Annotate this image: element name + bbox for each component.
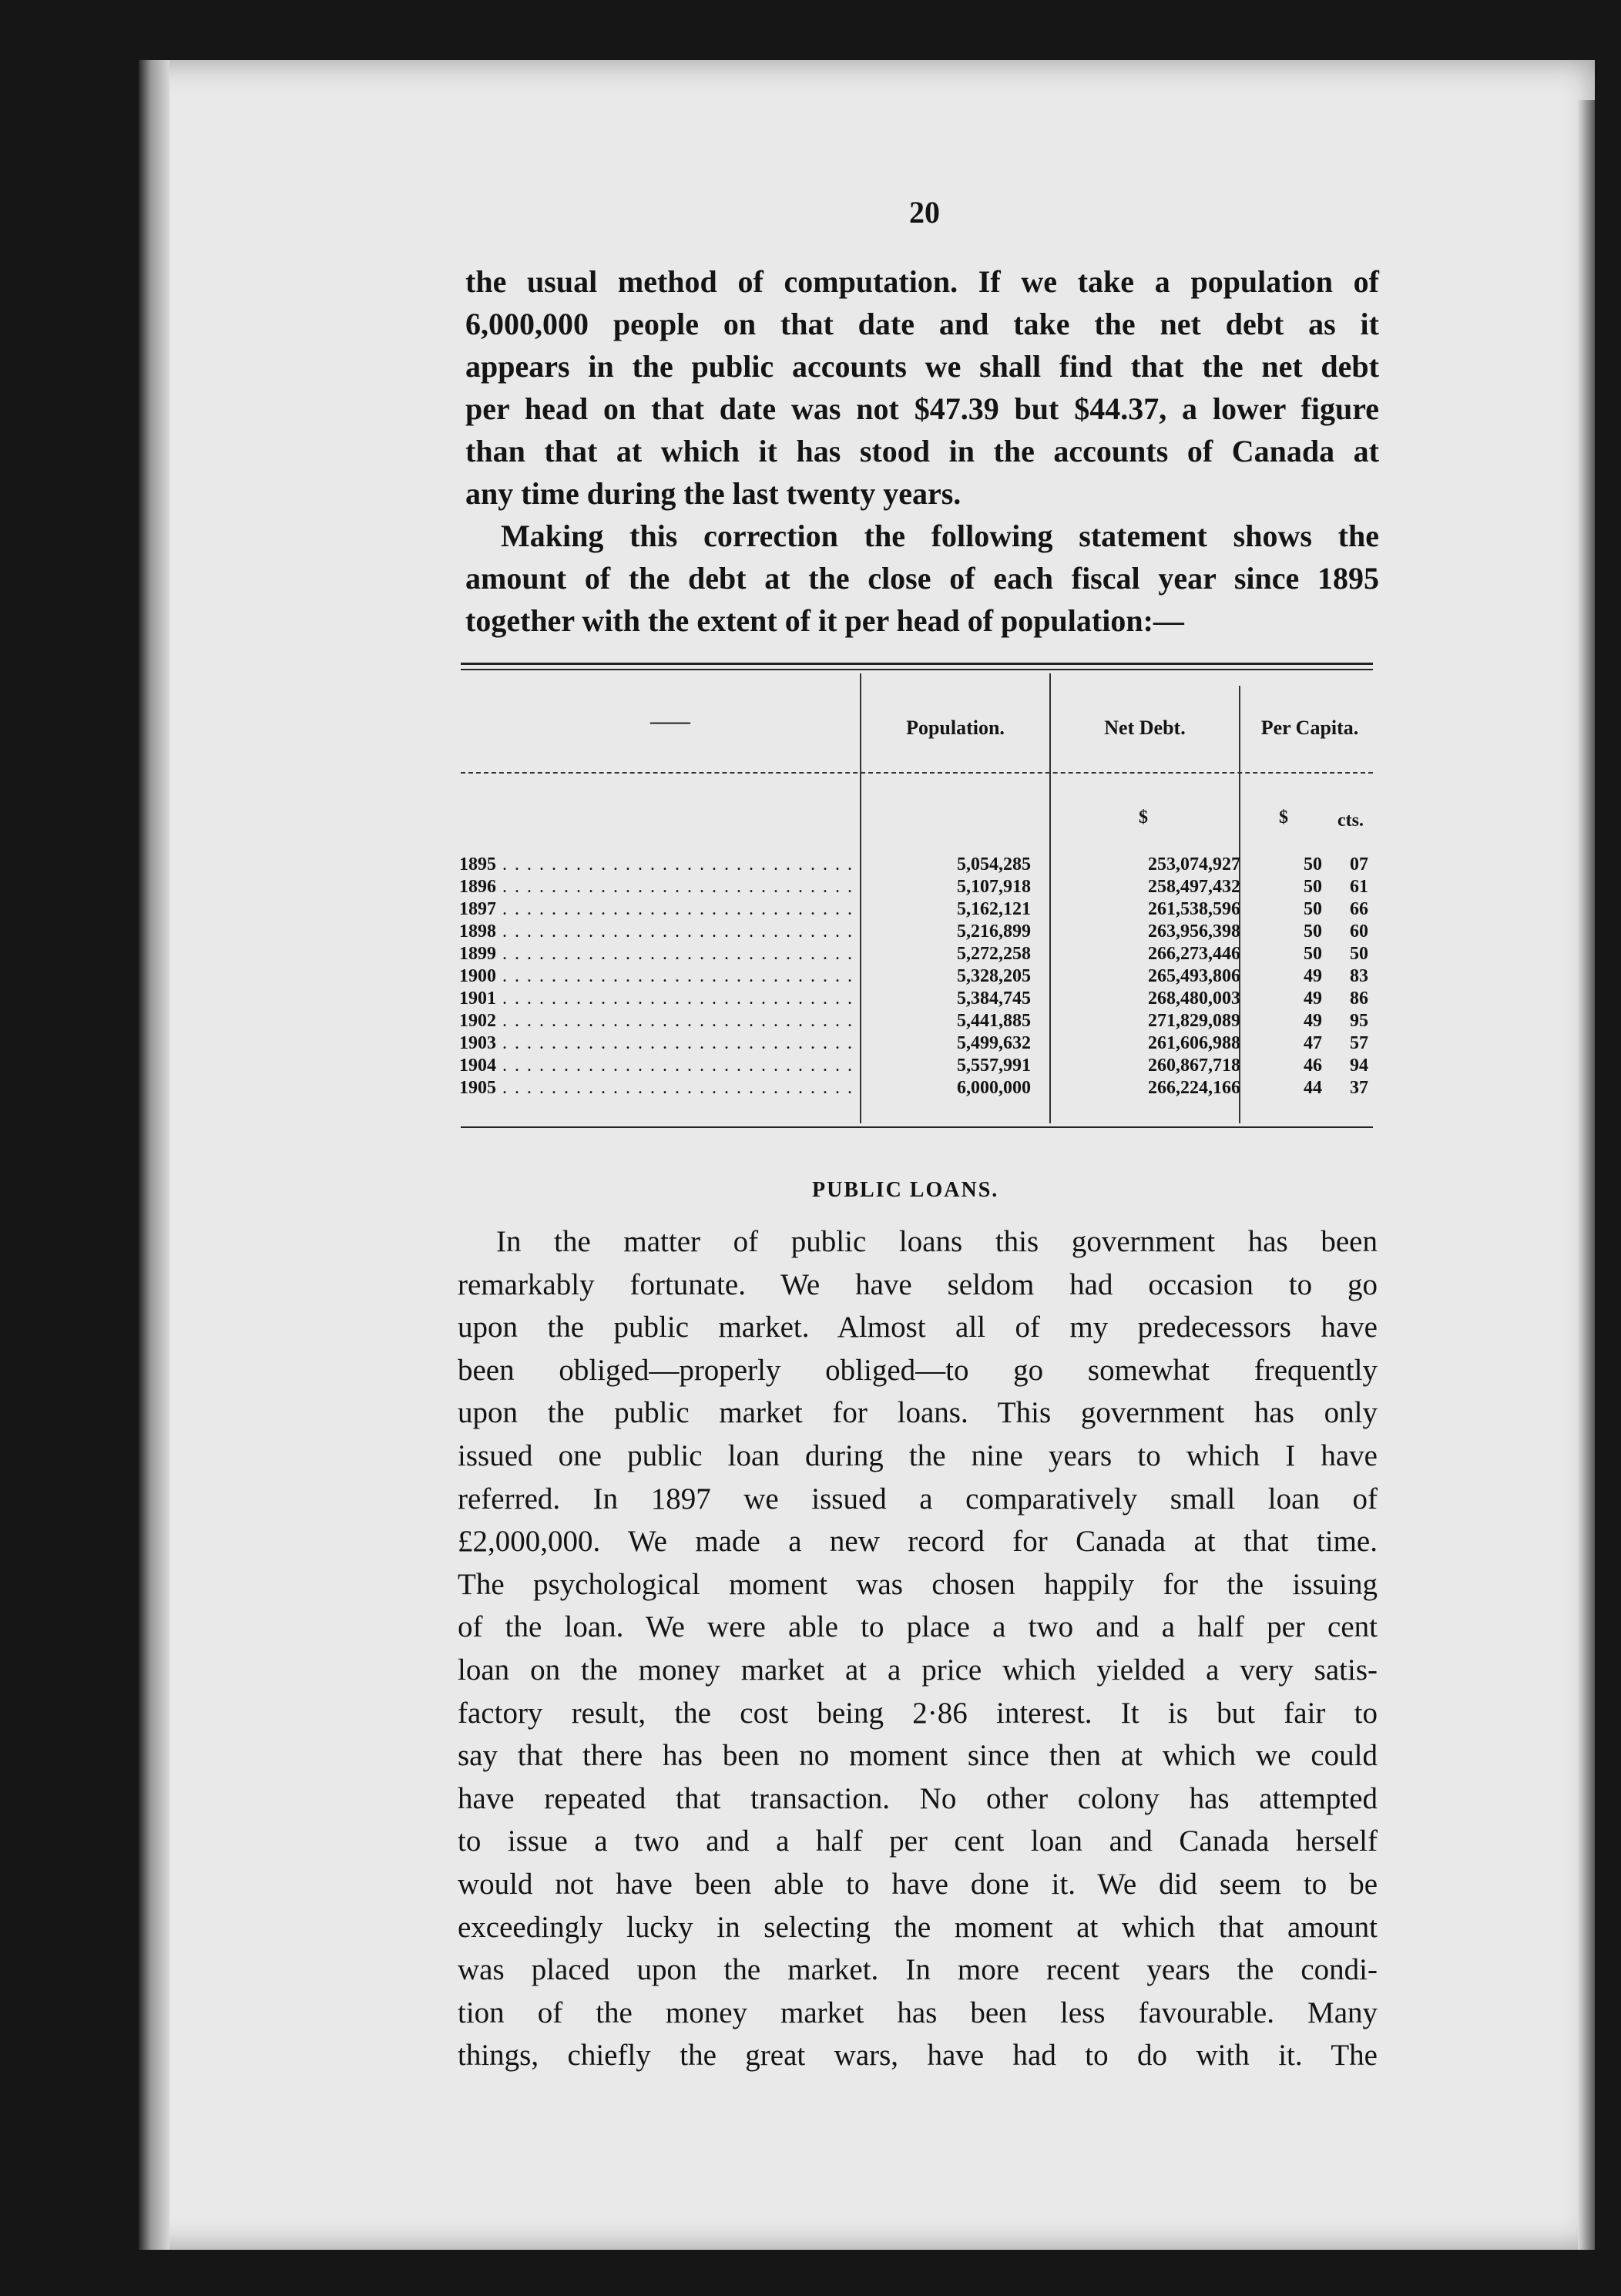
row-year: 1897 . . . (459, 898, 860, 921)
table-row (459, 876, 1381, 898)
table-row (459, 921, 1381, 943)
table-row (459, 988, 1381, 1010)
row-per-capita-dollars: 46 (1304, 1056, 1322, 1076)
row-net-debt: 265,493,806 (1148, 966, 1240, 986)
text-line: been obliged—properly obliged—to go somewhat frequently (458, 1353, 1378, 1387)
row-net-debt: 260,867,718 (1148, 1056, 1240, 1076)
row-per-capita-dollars: 44 (1304, 1078, 1322, 1098)
text-line: 6,000,000 people on that date and take the net debt as it (465, 307, 1379, 341)
text-line: appears in the public accounts we shall find that the net debt (465, 349, 1379, 384)
unit-per-capita-dollars: $ (1279, 807, 1288, 827)
row-net-debt: 263,956,398 (1148, 921, 1240, 942)
text-line: of the loan. We were able to place a two and a half per cent (458, 1610, 1378, 1644)
header-per-capita: Per Capita. (1260, 717, 1359, 739)
text-line: than that at which it has stood in the accounts of Canada at (465, 434, 1379, 468)
row-population: 5,216,899 (957, 921, 1031, 942)
text-line: say that there has been no moment since then at which we could (458, 1739, 1378, 1773)
row-population: 5,054,285 (957, 854, 1031, 874)
table-row (459, 1032, 1381, 1055)
text-line: was placed upon the market. In more recent years the condi- (458, 1953, 1378, 1987)
row-year: 1900 . . . (459, 965, 860, 988)
text-line: £2,000,000. We made a new record for Canada at that time. (458, 1525, 1378, 1559)
public-loans-paragraph (458, 1220, 1378, 2077)
row-population: 5,557,991 (957, 1056, 1031, 1076)
text-line: In the matter of public loans this government has been (496, 1225, 1378, 1258)
row-net-debt: 266,273,446 (1148, 944, 1240, 964)
text-line: loan on the money market at a price which yielded a very satis- (458, 1653, 1378, 1687)
table-row (459, 943, 1381, 965)
row-net-debt: 271,829,089 (1148, 1011, 1240, 1031)
row-per-capita-cents: 37 (1350, 1078, 1368, 1098)
text-line: issued one public loan during the nine years to which I have (458, 1438, 1378, 1472)
row-per-capita-cents: 57 (1350, 1033, 1368, 1053)
row-population: 6,000,000 (957, 1078, 1031, 1098)
row-per-capita-dollars: 50 (1304, 921, 1322, 942)
row-year: 1902 . . . (459, 1010, 860, 1032)
text-line: any time during the last twenty years. (465, 476, 962, 511)
intro-paragraph (465, 260, 1379, 515)
page-right-edge (1578, 100, 1595, 2250)
row-per-capita-cents: 61 (1350, 877, 1368, 897)
row-year: 1904 . . . (459, 1055, 860, 1077)
row-net-debt: 266,224,166 (1148, 1078, 1240, 1098)
text-line: amount of the debt at the close of each fiscal year since 1895 (465, 561, 1379, 596)
unit-per-capita-cents: cts. (1337, 811, 1364, 831)
text-line: remarkably fortunate. We have seldom had occasion to go (458, 1267, 1378, 1301)
row-population: 5,162,121 (957, 899, 1031, 919)
text-line: the usual method of computation. If we take a population of (465, 264, 1379, 299)
header-dashed-rule (461, 772, 1373, 774)
text-line: factory result, the cost being 2·86 interest. It is but fair to (458, 1696, 1378, 1730)
row-per-capita-cents: 94 (1350, 1056, 1368, 1076)
row-per-capita-dollars: 49 (1304, 1011, 1322, 1031)
row-per-capita-dollars: 50 (1304, 944, 1322, 964)
row-per-capita-dollars: 47 (1304, 1033, 1322, 1053)
table-row (459, 1010, 1381, 1032)
text-line: upon the public market for loans. This government has only (458, 1396, 1378, 1430)
row-population: 5,499,632 (957, 1033, 1031, 1053)
table-row (459, 1077, 1381, 1099)
row-net-debt: 253,074,927 (1148, 854, 1240, 874)
text-line: tion of the money market has been less favourable. Many (458, 1996, 1378, 2029)
row-population: 5,328,205 (957, 966, 1031, 986)
row-net-debt: 258,497,432 (1148, 877, 1240, 897)
table-row (459, 1055, 1381, 1077)
table-top-rule (461, 663, 1373, 665)
header-stub: —— (650, 710, 690, 733)
row-year: 1895 . . . (459, 854, 860, 876)
row-year: 1896 . . . (459, 876, 860, 898)
row-per-capita-dollars: 49 (1304, 966, 1322, 986)
text-line: together with the extent of it per head of population:— (465, 603, 1184, 638)
row-net-debt: 261,538,596 (1148, 899, 1240, 919)
text-line: The psychological moment was chosen happily for the issuing (458, 1567, 1378, 1601)
table-row (459, 898, 1381, 921)
row-per-capita-cents: 95 (1350, 1011, 1368, 1031)
row-net-debt: 268,480,003 (1148, 989, 1240, 1009)
row-per-capita-cents: 50 (1350, 944, 1368, 964)
row-per-capita-dollars: 50 (1304, 854, 1322, 874)
row-population: 5,272,258 (957, 944, 1031, 964)
statement-paragraph (465, 515, 1379, 642)
header-population: Population. (906, 717, 1005, 739)
text-line: Making this correction the following statement shows the (501, 519, 1379, 553)
section-heading: PUBLIC LOANS. (812, 1178, 999, 1202)
text-line: have repeated that transaction. No other colony has attempted (458, 1781, 1378, 1815)
text-line: to issue a two and a half per cent loan and Canada herself (458, 1824, 1378, 1858)
row-per-capita-dollars: 50 (1304, 877, 1322, 897)
page-binding-shadow (139, 60, 169, 2250)
header-net-debt: Net Debt. (1104, 717, 1186, 739)
row-net-debt: 261,606,988 (1148, 1033, 1240, 1053)
table-top-rule (461, 669, 1373, 670)
row-population: 5,384,745 (957, 989, 1031, 1009)
page-number: 20 (909, 195, 940, 230)
text-line: exceedingly lucky in selecting the moment at which that amount (458, 1910, 1378, 1944)
row-year: 1899 . . . (459, 943, 860, 965)
table-row (459, 965, 1381, 988)
text-line: upon the public market. Almost all of my predecessors have (458, 1311, 1378, 1344)
text-line: referred. In 1897 we issued a comparatively small loan of (458, 1482, 1378, 1516)
row-per-capita-cents: 07 (1350, 854, 1368, 874)
row-year: 1903 . . . (459, 1032, 860, 1055)
row-population: 5,107,918 (957, 877, 1031, 897)
row-per-capita-dollars: 49 (1304, 989, 1322, 1009)
row-per-capita-cents: 83 (1350, 966, 1368, 986)
unit-net-debt: $ (1139, 807, 1148, 827)
row-per-capita-cents: 86 (1350, 989, 1368, 1009)
row-year: 1905 . . . (459, 1077, 860, 1099)
table-row (459, 854, 1381, 876)
row-per-capita-dollars: 50 (1304, 899, 1322, 919)
table-bottom-rule (461, 1126, 1373, 1128)
row-per-capita-cents: 66 (1350, 899, 1368, 919)
row-year: 1901 . . . (459, 988, 860, 1010)
row-per-capita-cents: 60 (1350, 921, 1368, 942)
text-line: would not have been able to have done it. We did seem to be (458, 1867, 1378, 1901)
row-population: 5,441,885 (957, 1011, 1031, 1031)
text-line: things, chiefly the great wars, have had to do with it. The (458, 2039, 1378, 2073)
row-year: 1898 . . . (459, 921, 860, 943)
text-line: per head on that date was not $47.39 but $44.37, a lower figure (465, 391, 1379, 426)
